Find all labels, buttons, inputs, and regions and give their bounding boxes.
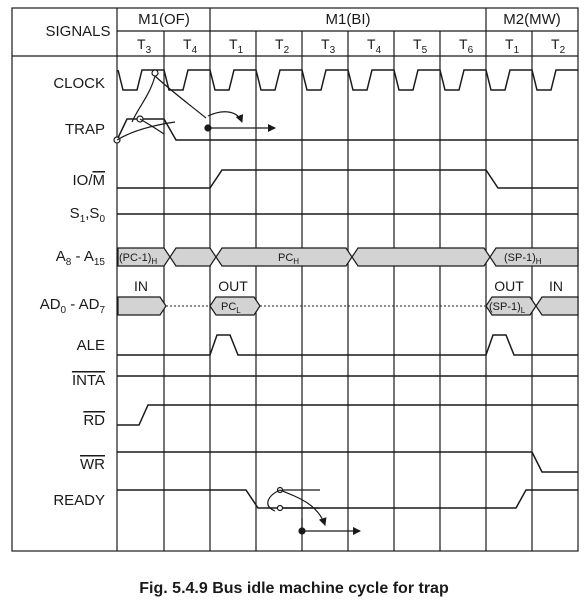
- ready-annotations: [268, 488, 360, 535]
- t-state-label: $T_1$: [505, 36, 520, 56]
- signal-label-trap: TRAP: [64, 121, 105, 138]
- t-state-labels: [137, 36, 566, 56]
- signal-label-rd: RD: [83, 412, 105, 429]
- bus-label-pc-h: $PC_H$: [278, 252, 300, 266]
- t-state-label: $T_6$: [459, 36, 474, 56]
- t-state-label: $T_5$: [413, 36, 428, 56]
- t-state-label: $T_3$: [321, 36, 336, 56]
- signal-label-clock: CLOCK: [53, 75, 105, 92]
- cycle-label-m1-bi: M1(BI): [325, 11, 371, 28]
- t-state-label: $T_1$: [229, 36, 244, 56]
- bus-label-pc-minus1-h: $(PC-1)_H$: [119, 252, 158, 266]
- t-state-label: $T_2$: [275, 36, 290, 56]
- cycle-label-m2-mw: M2(MW): [503, 11, 561, 28]
- signals-header: SIGNALS: [45, 23, 111, 40]
- bus-annotation-out-mid: OUT: [218, 278, 248, 294]
- bus-annotation-in-right: IN: [549, 278, 563, 294]
- signal-label-addr-high: $A_8 - A_{15}$: [55, 248, 105, 268]
- signal-label-ale: ALE: [76, 337, 105, 354]
- bus-annotation-out-right: OUT: [494, 278, 524, 294]
- bus-label-sp-minus1-h: $(SP-1)_H$: [504, 252, 542, 266]
- signal-label-inta: INTA: [71, 372, 105, 389]
- figure-caption: Fig. 5.4.9 Bus idle machine cycle for trap: [139, 580, 449, 597]
- t-state-label: $T_4$: [183, 36, 198, 56]
- bus-label-sp-minus1-l: $(SP-1)_L$: [489, 301, 526, 315]
- cycle-label-m1-of: M1(OF): [138, 11, 190, 28]
- t-state-label: $T_2$: [551, 36, 566, 56]
- signal-label-ready: READY: [53, 492, 105, 509]
- bus-annotation-in-left: IN: [134, 278, 148, 294]
- signal-label-addr-low: $AD_0 - AD_7$: [39, 296, 105, 316]
- t-state-label: $T_4$: [367, 36, 382, 56]
- trap-annotations: [114, 70, 275, 143]
- bus-label-pc-l: $PC_L$: [221, 301, 241, 315]
- signal-label-status: $S_1,S_0$: [69, 205, 105, 225]
- signal-label-wr: WR: [80, 456, 105, 473]
- signal-label-io-m: IO/M: [72, 172, 105, 189]
- t-state-label: $T_3$: [137, 36, 152, 56]
